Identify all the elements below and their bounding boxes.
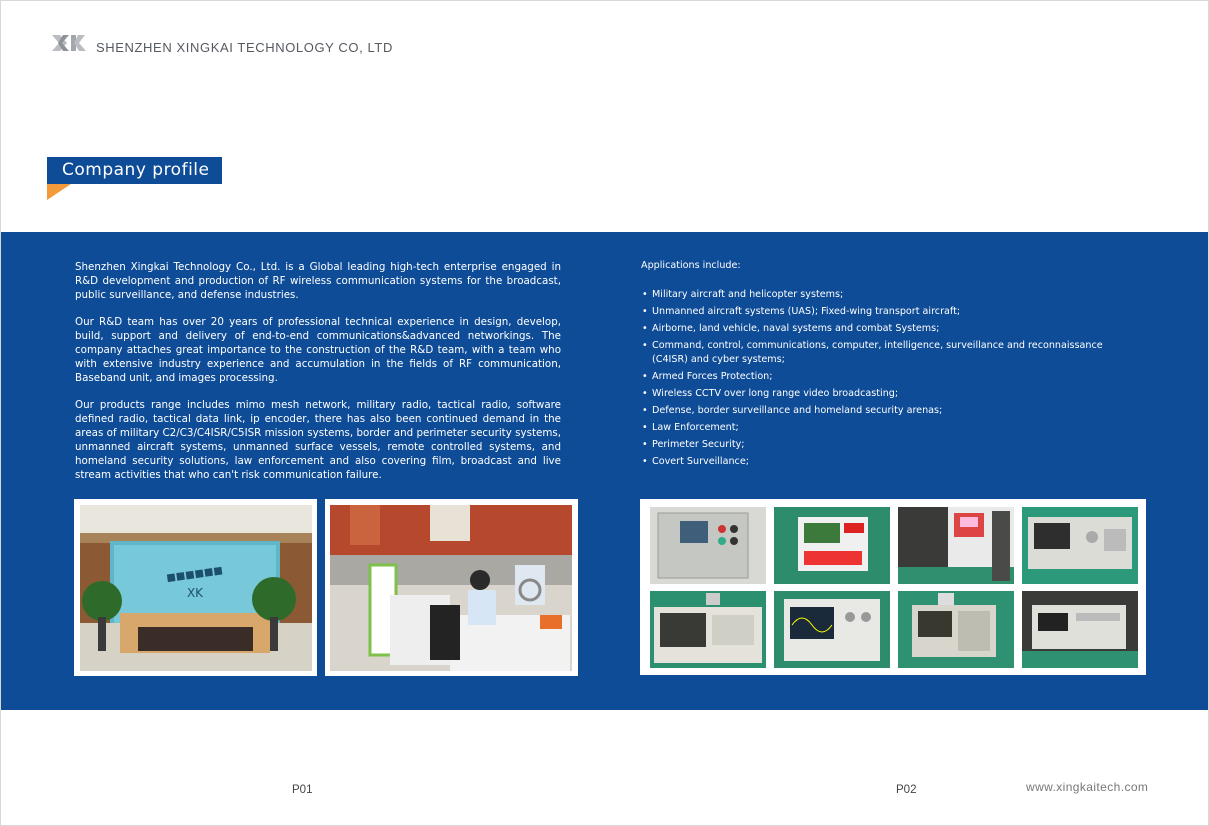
bullet-icon: • [642, 289, 648, 300]
section-title: Company profile [47, 157, 222, 184]
svg-text:XK: XK [186, 586, 204, 600]
list-item [641, 322, 1141, 336]
list-item-text: Armed Forces Protection; [652, 371, 773, 382]
profile-paragraph: Our products range includes mimo mesh network, military radio, tactical radio, software defined radio, tactical data link, ip encoder, there has also been continued demand in the areas of military C2/C3/C4ISR/C5ISR mission systems, border and perimeter security systems, unmanned aircraft systems, unmanned surface vessels, remote controlled systems, and homeland security solutions, law enforcement and also covering film, broadcast and live stream activities that who can't risk communication failure. [75, 399, 561, 481]
bullet-icon: • [642, 306, 648, 317]
list-item [641, 370, 1141, 384]
applications-list [641, 259, 1141, 472]
list-item [641, 455, 1141, 469]
list-item-text: Military aircraft and helicopter systems; [652, 289, 844, 300]
list-item [641, 438, 1141, 452]
signal-generator [774, 507, 890, 584]
list-item [641, 404, 1141, 418]
list-item-text: Defense, border surveillance and homeland security arenas; [652, 405, 943, 416]
office-photo [330, 505, 572, 671]
list-item [641, 387, 1141, 401]
applications-heading: Applications include: [641, 260, 741, 271]
company-profile-text [75, 260, 561, 495]
lab-instrument [1022, 591, 1138, 668]
list-item-text: Wireless CCTV over long range video broadcasting; [652, 388, 899, 399]
list-item-text: Perimeter Security; [652, 439, 745, 450]
profile-paragraph: Our R&D team has over 20 years of professional technical experience in design, develop, build, support and delivery of end-to-end communications&advanced networkings. The company attaches great importance to the construction of the R&D team, with a team who with extensive industry experience and accumulation in the fields of RF communication, Baseband unit, and images processing. [75, 316, 561, 384]
bullet-icon: • [642, 323, 648, 334]
bullet-icon: • [642, 439, 648, 450]
list-item [641, 339, 1141, 367]
company-name: SHENZHEN XINGKAI TECHNOLOGY CO, LTD [96, 40, 393, 55]
list-item [641, 305, 1141, 319]
bullet-icon: • [642, 456, 648, 467]
reception-photo-card [74, 499, 317, 676]
equipment-photo-card [640, 499, 1146, 675]
field-monitor [650, 591, 766, 668]
test-bench [898, 507, 1014, 584]
list-item [641, 421, 1141, 435]
rf-tester [898, 591, 1014, 668]
website-link[interactable]: www.xingkaitech.com [1026, 780, 1149, 794]
touch-panel-device [650, 507, 766, 584]
bullet-icon: • [642, 340, 648, 351]
bullet-icon: • [642, 405, 648, 416]
reception-photo [80, 505, 312, 671]
list-item-text: Airborne, land vehicle, naval systems and combat Systems; [652, 323, 940, 334]
section-title-tab [47, 184, 71, 200]
profile-paragraph: Shenzhen Xingkai Technology Co., Ltd. is a Global leading high-tech enterprise engaged in R&D development and production of RF wireless communication systems for the broadcast, public surveillance, and defense industries. [75, 261, 561, 301]
list-item-text: Covert Surveillance; [652, 456, 749, 467]
page-number-left: P01 [292, 784, 313, 796]
svg-text:■■■■■■: ■■■■■■ [165, 565, 224, 584]
bullet-icon: • [642, 422, 648, 433]
xk-logo-icon [50, 33, 88, 53]
list-item [641, 288, 1141, 302]
list-item-text: Unmanned aircraft systems (UAS); Fixed-wing transport aircraft; [652, 306, 961, 317]
page-number-right: P02 [896, 784, 917, 796]
list-item-text: Command, control, communications, computer, intelligence, surveillance and reconnaissance (C4ISR) and cyber systems; [652, 340, 1103, 365]
office-photo-card [325, 499, 578, 676]
spectrum-analyzer [1022, 507, 1138, 584]
oscilloscope [774, 591, 890, 668]
bullet-icon: • [642, 371, 648, 382]
list-item-text: Law Enforcement; [652, 422, 739, 433]
bullet-icon: • [642, 388, 648, 399]
